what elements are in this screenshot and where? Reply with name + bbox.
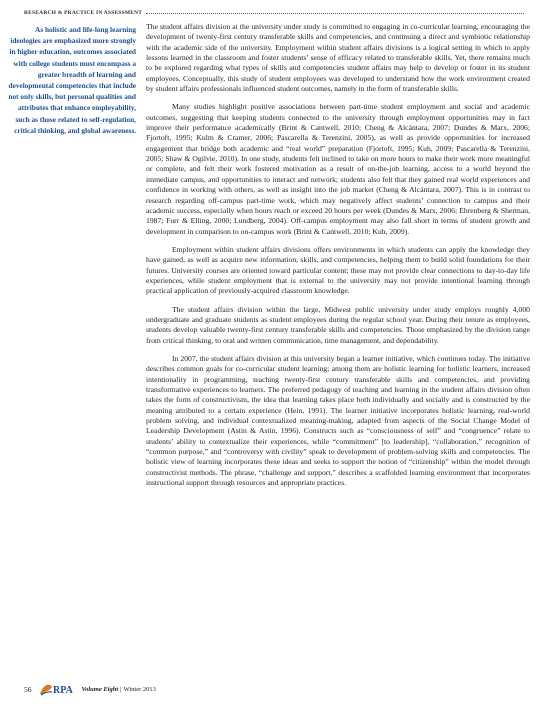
paragraph-4: The student affairs division within the large, Midwest public university under study employs roughly 4,000 undergraduate and graduate students as student employees during the regular school year. During their tenure as employees, students develop valuable twenty-first century transferable skills and competencies. Those emphasized by the division range from critical thinking, to oral and written communication, time management, and dependability. xyxy=(146,304,530,345)
paragraph-3: Employment within student affairs divisions offers environments in which students can apply the knowledge they have gained, as well as acquire new information, skills, and competencies, helping them to build solid foundations for their futures. University courses are oriented toward particular content; these may not provide clear connections to day-to-day life experiences, while student employment that is external to the university may not provide intentional learning through practical application of previously-acquired classroom knowledge. xyxy=(146,244,530,296)
journal-title: RESEARCH & PRACTICE IN ASSESSMENT xyxy=(24,10,143,16)
paragraph-2: Many studies highlight positive associations between part-time student employment and social and academic outcomes, suggesting that keeping students connected to the university through employment opportunities may in fact improve their performance academically (Brint & Cantwell, 2010; Cheng & Alcántara, 2007; Dundes & Marx, 2006; Fjortoft, 1995; Kulm & Cramer, 2006; Pascarella & Terenzini, 2005), as well as provide opportunities for increased engagement that bridge both academic and “real world” preparation (Fjortoft, 1995; Kuh, 2009; Pascarella & Terenzini, 2005; Shaw & Ogilvie, 2010). In one study, students felt inclined to take on more hours to make their work more meaningful or complete, and felt their work fostered motivation as a result of on-the-job learning, access to a world beyond the immediate campus, and opportunities to interact and network; students also felt that they gained real world experiences and confidence in working with others, as well as insight into the job market (Cheng & Alcántara, 2007). This is in contrast to research regarding off-campus part-time work, which may negatively affect students’ connection to campus and their academic success, especially when hours reach or exceed 20 hours per week (Dundes & Marx, 2006; Ehrenberg & Sherman, 1987; Furr & Elling, 2000; Lundberg, 2004). Off-campus employment may also fall short in terms of student growth and development in comparison to on-campus work (Brint & Cantwell, 2010; Kuh, 2009). xyxy=(146,102,530,236)
rpa-logo-icon xyxy=(38,681,78,697)
page-number: 56 xyxy=(24,684,32,694)
pull-quote: As holistic and life-long learning ideologies are emphasized more strongly in higher education, outcomes associated with college students must encompass a greater breadth of learning and developmental competencies that include not only skills, but personal qualities and attributes that enhance employability, such as those related to self-regulation, critical thinking, and global awareness. xyxy=(8,25,136,135)
header-dotted-rule xyxy=(146,13,524,14)
issue-label: Winter 2013 xyxy=(123,685,156,693)
volume-info xyxy=(82,686,156,693)
paragraph-1: The student affairs division at the university under study is committed to engaging in co-curricular learning, encouraging the development of twenty-first century transferable skills and competencies, and continuing a direct and symbiotic relationship with the academic side of the university. Employment within student affairs divisions is a logical setting in which to apply lessons learned in the classroom and foster students’ sense of efficacy related to transferable skills. Yet, there remains much to be explored regarding what types of skills and competencies student affairs may help to develop or foster in its student employees. Conceptually, this study of student employees was developed to understand how the work environment created by student affairs professionals influenced student outcomes, namely in the form of transferable skills. xyxy=(146,22,530,94)
running-header xyxy=(24,8,524,18)
separator: | xyxy=(120,685,122,693)
volume-label: Volume Eight xyxy=(81,685,119,693)
article-body xyxy=(146,22,530,496)
page-footer xyxy=(24,680,156,698)
logo-text: RPA xyxy=(52,685,73,696)
paragraph-5: In 2007, the student affairs division at this university began a learner initiative, which continues today. The initiative describes common goals for co-curricular student learning; among them are holistic learning for holistic learners, increased intentionality in programming, teaching twenty-first century transferable skills and competencies, and providing transformative experiences to learners. The preferred pedagogy of teaching and learning in the student affairs division often takes the form of constructivism, the idea that learning takes place both individually and socially and is constructed by the meaning attributed to a certain experience (Hein, 1991). The learner initiative incorporates holistic learning, real-world problem solving, and individual contextualized meaning-making, adapted from aspects of the Social Change Model of Leadership Development (Astin & Astin, 1996). Constructs such as “consciousness of self” and “congruence” relate to students’ ability to contextualize their experiences, while “commitment” [to leadership], “collaboration,” recognition of “common purpose,” and “controversy with civility” speak to development of problem-solving skills and competencies. The holistic view of learning incorporates these ideas and seeks to support the notion of “citizenship” within the model through constructivist methods. The phrase, “challenge and support,” describes a scaffolded learning environment that incorporates instructional support through resources and appropriate practices. xyxy=(146,353,530,488)
